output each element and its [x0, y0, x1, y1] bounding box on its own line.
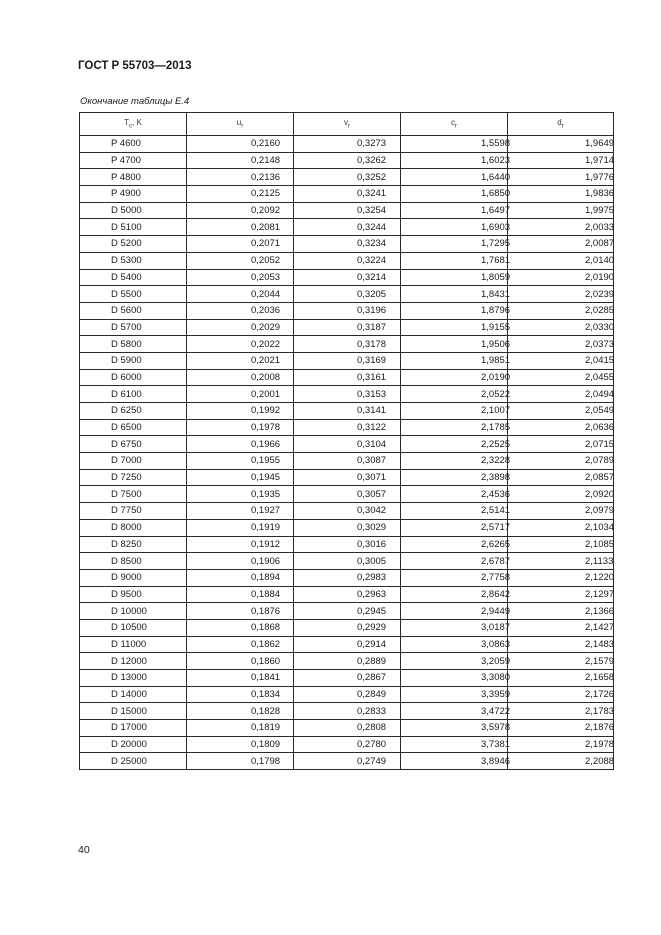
table-cell: 0,2022 [187, 336, 294, 353]
table-cell: D 9000 [80, 569, 187, 586]
table-cell: 0,2036 [187, 302, 294, 319]
table-row [80, 686, 614, 703]
column-header-ur: $u_r$ [187, 113, 294, 136]
table-cell: 1,9649 [508, 136, 614, 153]
table-cell: 3,3959 [401, 686, 508, 703]
table-cell: D 10000 [80, 603, 187, 620]
column-header-vr: $v_r$ [294, 113, 401, 136]
table-row [80, 636, 614, 653]
column-header-tc: $T_c$, K [80, 113, 187, 136]
table-cell: D 5100 [80, 219, 187, 236]
table-row [80, 519, 614, 536]
table-row [80, 670, 614, 687]
table-cell: 1,9506 [401, 336, 508, 353]
table-row [80, 536, 614, 553]
table-cell: 2,0373 [508, 336, 614, 353]
table-cell: 3,7381 [401, 736, 508, 753]
table-row [80, 236, 614, 253]
table-cell: 0,2071 [187, 236, 294, 253]
table-cell: D 9500 [80, 586, 187, 603]
table-cell: 2,0330 [508, 319, 614, 336]
table-cell: P 4600 [80, 136, 187, 153]
table-cell: 0,1955 [187, 453, 294, 470]
table-cell: 2,6787 [401, 553, 508, 570]
table-cell: D 11000 [80, 636, 187, 653]
table-cell: 2,3898 [401, 469, 508, 486]
table-cell: 0,3057 [294, 486, 401, 503]
table-cell: D 5600 [80, 302, 187, 319]
table-cell: 2,1483 [508, 636, 614, 653]
table-cell: 2,0285 [508, 302, 614, 319]
table-cell: 0,1912 [187, 536, 294, 553]
table-cell: 2,7758 [401, 569, 508, 586]
table-cell: 2,1579 [508, 653, 614, 670]
table-cell: 0,1868 [187, 619, 294, 636]
table-row [80, 403, 614, 420]
table-cell: 2,0415 [508, 352, 614, 369]
table-row [80, 619, 614, 636]
table-cell: 0,2780 [294, 736, 401, 753]
table-cell: 2,0190 [401, 369, 508, 386]
table-cell: 2,8642 [401, 586, 508, 603]
table-cell: 2,4536 [401, 486, 508, 503]
table-row [80, 720, 614, 737]
table-cell: 0,1919 [187, 519, 294, 536]
table-cell: 0,2833 [294, 703, 401, 720]
table-cell: 2,0494 [508, 386, 614, 403]
table-cell: 0,3252 [294, 169, 401, 186]
table-cell: D 8000 [80, 519, 187, 536]
table-cell: 1,8431 [401, 286, 508, 303]
table-cell: 0,3262 [294, 152, 401, 169]
table-cell: 0,2914 [294, 636, 401, 653]
table-cell: 0,1966 [187, 436, 294, 453]
table-cell: D 6500 [80, 419, 187, 436]
table-cell: 0,2053 [187, 269, 294, 286]
table-cell: 2,6265 [401, 536, 508, 553]
data-table [79, 112, 614, 770]
table-cell: 2,0636 [508, 419, 614, 436]
document-header: ГОСТ Р 55703—2013 [78, 60, 192, 72]
table-cell: 3,8946 [401, 753, 508, 770]
table-row [80, 436, 614, 453]
table-cell: 3,5978 [401, 720, 508, 737]
table-cell: 0,1819 [187, 720, 294, 737]
table-row [80, 152, 614, 169]
table-row [80, 369, 614, 386]
table-cell: D 13000 [80, 670, 187, 687]
table-cell: D 6100 [80, 386, 187, 403]
table-row [80, 553, 614, 570]
table-cell: 0,2929 [294, 619, 401, 636]
table-row [80, 136, 614, 153]
table-row [80, 286, 614, 303]
table-cell: 3,3080 [401, 670, 508, 687]
table-header-row [80, 113, 614, 136]
table-cell: 2,1783 [508, 703, 614, 720]
table-cell: 0,2001 [187, 386, 294, 403]
table-cell: D 5500 [80, 286, 187, 303]
table-row [80, 252, 614, 269]
table-cell: 1,8796 [401, 302, 508, 319]
table-row [80, 319, 614, 336]
table-cell: 0,2867 [294, 670, 401, 687]
table-cell: 0,1945 [187, 469, 294, 486]
table-cell: D 14000 [80, 686, 187, 703]
table-cell: D 7250 [80, 469, 187, 486]
table-row [80, 419, 614, 436]
table-cell: 0,1884 [187, 586, 294, 603]
table-cell: D 5700 [80, 319, 187, 336]
table-cell: D 12000 [80, 653, 187, 670]
table-cell: 2,1007 [401, 403, 508, 420]
table-cell: 0,1860 [187, 653, 294, 670]
table-cell: 0,1927 [187, 503, 294, 520]
table-cell: 0,3169 [294, 352, 401, 369]
table-cell: D 5200 [80, 236, 187, 253]
table-cell: 0,3122 [294, 419, 401, 436]
table-cell: D 6250 [80, 403, 187, 420]
table-cell: 0,2125 [187, 186, 294, 203]
table-cell: 0,1876 [187, 603, 294, 620]
table-cell: 2,0857 [508, 469, 614, 486]
table-cell: 2,5717 [401, 519, 508, 536]
table-cell: 1,6440 [401, 169, 508, 186]
table-cell: 1,6497 [401, 202, 508, 219]
table-cell: 2,0239 [508, 286, 614, 303]
table-row [80, 586, 614, 603]
table-row [80, 469, 614, 486]
table-cell: D 17000 [80, 720, 187, 737]
table-cell: P 4700 [80, 152, 187, 169]
table-caption: Окончание таблицы Е.4 [80, 96, 190, 107]
table-cell: 2,1785 [401, 419, 508, 436]
table-cell: 0,1809 [187, 736, 294, 753]
table-cell: 0,2849 [294, 686, 401, 703]
table-cell: D 7500 [80, 486, 187, 503]
table-cell: 2,1297 [508, 586, 614, 603]
table-cell: 2,0522 [401, 386, 508, 403]
table-cell: 0,2136 [187, 169, 294, 186]
table-row [80, 202, 614, 219]
table-cell: 0,2749 [294, 753, 401, 770]
table-cell: 0,3254 [294, 202, 401, 219]
table-cell: 0,3042 [294, 503, 401, 520]
table-cell: D 10500 [80, 619, 187, 636]
table-cell: D 6750 [80, 436, 187, 453]
table-cell: 0,3071 [294, 469, 401, 486]
table-cell: D 7000 [80, 453, 187, 470]
table-row [80, 703, 614, 720]
table-cell: 2,1133 [508, 553, 614, 570]
table-cell: P 4800 [80, 169, 187, 186]
table-cell: 2,0549 [508, 403, 614, 420]
column-header-dr: $d_r$ [508, 113, 614, 136]
table-cell: 2,1876 [508, 720, 614, 737]
table-row [80, 219, 614, 236]
table-cell: 0,3005 [294, 553, 401, 570]
table-cell: 0,1978 [187, 419, 294, 436]
table-cell: 0,1906 [187, 553, 294, 570]
table-cell: 0,2963 [294, 586, 401, 603]
table-cell: 1,9714 [508, 152, 614, 169]
table-cell: 0,2029 [187, 319, 294, 336]
table-cell: 0,1935 [187, 486, 294, 503]
table-cell: 2,1427 [508, 619, 614, 636]
table-cell: 1,9975 [508, 202, 614, 219]
table-cell: 2,1726 [508, 686, 614, 703]
table-cell: 0,3187 [294, 319, 401, 336]
table-cell: 0,3016 [294, 536, 401, 553]
table-cell: 2,1034 [508, 519, 614, 536]
table-cell: D 5300 [80, 252, 187, 269]
table-cell: 0,1992 [187, 403, 294, 420]
table-cell: 0,1862 [187, 636, 294, 653]
table-cell: D 20000 [80, 736, 187, 753]
table-row [80, 386, 614, 403]
table-cell: D 8250 [80, 536, 187, 553]
table-row [80, 603, 614, 620]
table-cell: 2,0920 [508, 486, 614, 503]
table-cell: 1,9155 [401, 319, 508, 336]
table-cell: 1,8059 [401, 269, 508, 286]
table-row [80, 336, 614, 353]
table-cell: 0,3104 [294, 436, 401, 453]
table-cell: 0,3273 [294, 136, 401, 153]
table-cell: 0,2148 [187, 152, 294, 169]
table-cell: D 5800 [80, 336, 187, 353]
table-cell: 2,2525 [401, 436, 508, 453]
table-cell: 3,0863 [401, 636, 508, 653]
table-cell: 2,0190 [508, 269, 614, 286]
table-cell: 0,1828 [187, 703, 294, 720]
table-cell: 2,0087 [508, 236, 614, 253]
table-cell: 0,1894 [187, 569, 294, 586]
table-cell: 3,0187 [401, 619, 508, 636]
table-cell: 0,3029 [294, 519, 401, 536]
table-cell: 2,1220 [508, 569, 614, 586]
table-row [80, 269, 614, 286]
table-cell: 2,0789 [508, 453, 614, 470]
table-row [80, 653, 614, 670]
table-row [80, 453, 614, 470]
table-cell: 2,0979 [508, 503, 614, 520]
table-cell: 0,3161 [294, 369, 401, 386]
table-cell: 0,1841 [187, 670, 294, 687]
table-cell: 2,2088 [508, 753, 614, 770]
table-cell: 0,2092 [187, 202, 294, 219]
table-row [80, 169, 614, 186]
table-cell: 0,3153 [294, 386, 401, 403]
table-cell: 0,1798 [187, 753, 294, 770]
table-cell: 0,3241 [294, 186, 401, 203]
table-row [80, 753, 614, 770]
table-cell: D 5000 [80, 202, 187, 219]
table-body [80, 136, 614, 770]
table-row [80, 569, 614, 586]
table-cell: D 15000 [80, 703, 187, 720]
table-cell: 0,2021 [187, 352, 294, 369]
table-cell: 0,3224 [294, 252, 401, 269]
table-cell: 1,6903 [401, 219, 508, 236]
table-cell: 0,3244 [294, 219, 401, 236]
table-cell: 3,4722 [401, 703, 508, 720]
table-cell: 0,2081 [187, 219, 294, 236]
table-cell: 2,5141 [401, 503, 508, 520]
table-cell: 1,7295 [401, 236, 508, 253]
table-row [80, 736, 614, 753]
table-cell: 0,3234 [294, 236, 401, 253]
table-cell: 0,3087 [294, 453, 401, 470]
table-cell: 2,3228 [401, 453, 508, 470]
table-cell: P 4900 [80, 186, 187, 203]
table-cell: 0,2052 [187, 252, 294, 269]
table-row [80, 302, 614, 319]
table-cell: 2,9449 [401, 603, 508, 620]
table-row [80, 352, 614, 369]
table-cell: 0,1834 [187, 686, 294, 703]
table-cell: 1,9836 [508, 186, 614, 203]
table-cell: 0,2945 [294, 603, 401, 620]
table-cell: 0,3214 [294, 269, 401, 286]
table-cell: 2,0033 [508, 219, 614, 236]
table-cell: 2,0715 [508, 436, 614, 453]
table-cell: 3,2059 [401, 653, 508, 670]
table-cell: 1,6023 [401, 152, 508, 169]
table-row [80, 503, 614, 520]
table-row [80, 186, 614, 203]
page-number: 40 [78, 844, 90, 856]
table-cell: 2,1978 [508, 736, 614, 753]
table-cell: 2,1658 [508, 670, 614, 687]
table-cell: 0,3205 [294, 286, 401, 303]
table-cell: D 7750 [80, 503, 187, 520]
table-cell: D 25000 [80, 753, 187, 770]
table-row [80, 486, 614, 503]
table-cell: 1,9851 [401, 352, 508, 369]
table-cell: 1,5598 [401, 136, 508, 153]
table-cell: 0,3141 [294, 403, 401, 420]
table-cell: 0,3196 [294, 302, 401, 319]
table-cell: D 5900 [80, 352, 187, 369]
table-cell: D 8500 [80, 553, 187, 570]
table-cell: 0,2808 [294, 720, 401, 737]
table-cell: 1,6850 [401, 186, 508, 203]
table-cell: 2,1085 [508, 536, 614, 553]
table-cell: 2,0455 [508, 369, 614, 386]
table-cell: 0,3178 [294, 336, 401, 353]
table-cell: 0,2044 [187, 286, 294, 303]
table-cell: D 5400 [80, 269, 187, 286]
table-cell: 0,2160 [187, 136, 294, 153]
table-cell: 2,1366 [508, 603, 614, 620]
table-cell: 0,2889 [294, 653, 401, 670]
table-cell: 0,2008 [187, 369, 294, 386]
column-header-cr: $c_r$ [401, 113, 508, 136]
table-cell: 0,2983 [294, 569, 401, 586]
table-cell: 1,9776 [508, 169, 614, 186]
table-cell: 1,7681 [401, 252, 508, 269]
table-cell: D 6000 [80, 369, 187, 386]
table-cell: 2,0140 [508, 252, 614, 269]
